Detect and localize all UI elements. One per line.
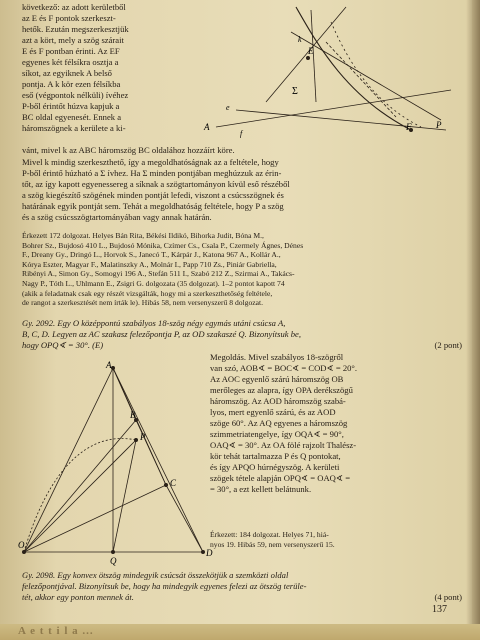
- text-line: határának egyik pontját sem. Tehát a megoldhatóság feltétele, hogy P a szög: [22, 201, 284, 211]
- label-A: A: [106, 360, 112, 370]
- side-AD: [113, 368, 203, 552]
- figure-18gon: [18, 360, 218, 570]
- points-2098: (4 pont): [434, 592, 462, 602]
- intro-column: [22, 2, 200, 134]
- text-line: P-ből érintőt húzva kapjuk a: [22, 101, 120, 111]
- label-B: B: [130, 410, 136, 420]
- label-A: A: [204, 122, 210, 132]
- text-line: Az AOC egyenlő szárú háromszög OB: [210, 374, 344, 384]
- text-line: OAQ∢ = 30°. Az OA fölé rajzolt Thalész-: [210, 440, 357, 450]
- text-line: merőleges az alapra, így OPA derékszögű: [210, 385, 353, 395]
- label-f: f: [240, 129, 243, 138]
- text-line: Bohrer Sz., Bujdosó 410 L., Bujdosó Mónika, Czímer Cs., Csala P., Czermely Ágnes, Dénes: [22, 240, 304, 250]
- seg-OB: [24, 420, 136, 552]
- bottom-strip-text: A e t t i l a ...: [18, 625, 94, 637]
- side-CD: [166, 485, 203, 552]
- text-line: a szög kiegészítő szögének minden pontját lefedi, viszont a csúcsszögnek és: [22, 190, 284, 200]
- text-line: és a szög csúcsszögtartományában vagy annak határán.: [22, 212, 212, 222]
- side-AO: [24, 368, 113, 552]
- angle-arm-lower: [216, 90, 451, 127]
- dashed-arc: [331, 22, 421, 127]
- text-line: Gy. 2098. Egy konvex ötszög mindegyik csúcsát összekötjük a szemközti oldal: [22, 570, 289, 580]
- text-line: felezőpontjával. Bizonyítsuk be, hogy ha mindegyik egyenes felezi az ötszög terüle-: [22, 581, 307, 591]
- points-2092: (2 pont): [434, 340, 462, 350]
- contributors-list: [22, 231, 462, 308]
- text-line: azt a kört, mely a szög szárait: [22, 35, 124, 45]
- text-line: hetők. Ezután megszerkesztjük: [22, 24, 129, 34]
- text-line: = 30°, a ezt kellett belátnunk.: [210, 484, 312, 494]
- angle-arm-upper: [266, 7, 346, 102]
- label-O: O: [18, 540, 25, 550]
- label-k: k: [298, 35, 302, 44]
- label-sigma: Σ: [292, 86, 298, 97]
- text-line: P-ből érintő húzható a Σ ívhez. Ha Σ minden pontjában meghúzzuk az érin-: [22, 168, 282, 178]
- vertical-line: [311, 10, 316, 102]
- text-line: kör tehát tartalmazza P és Q pontokat,: [210, 451, 341, 461]
- paragraph-condition: [22, 157, 462, 223]
- text-line: síkot, az egyiknek A belső: [22, 68, 112, 78]
- label-C: C: [170, 478, 177, 488]
- tangent-line: [236, 110, 446, 130]
- text-line: háromszögnek a kerülete a ki-: [22, 123, 126, 133]
- seg-OP: [24, 440, 136, 552]
- text-line: B, C, D. Legyen az AC szakasz felezőpontja P, az OD szakaszé Q. Bizonyítsuk be,: [22, 329, 301, 339]
- text-line: Gy. 2092. Egy O középpontú szabályos 18-szög négy egymás utáni csúcsa A,: [22, 318, 286, 328]
- text-line: (akik a feladatnak csak egy részét vizsgálták, hogy mi a szerkeszthetőség feltétele,: [22, 288, 273, 298]
- text-line: eső (végpontok nélküli) ívéhez: [22, 90, 129, 100]
- seg-OC: [24, 485, 166, 552]
- text-line: egyenes két félsíkra osztja a: [22, 57, 119, 67]
- text-line: Kórya Eszter, Magyar F., Malatinszky A., Molnár I., Papp 710 Zs., Piniár Gabriella,: [22, 259, 277, 269]
- text-line: van szó, AOB∢ = BOC∢ = COD∢ = 20°.: [210, 363, 358, 373]
- text-line: pontja. A k kör ezen félsíkba: [22, 79, 121, 89]
- text-line: lyos, mert egyenlő szárú, és az AOD: [210, 407, 336, 417]
- text-line: BC oldal egyenesét. Ennek a: [22, 112, 122, 122]
- text-line: F., Dreany Gy., Dringó L., Horvok S., Janecó T., Kárpár J., Katona 967 A., Kollár A.,: [22, 250, 281, 260]
- label-P: P: [140, 432, 146, 442]
- text-line: és így APQO húrnégyszög. A kerületi: [210, 462, 340, 472]
- text-line: tét, akkor egy ponton mennek át.: [22, 592, 134, 602]
- text-line: tőt, az így kapott egyenessereg a síknak a szögtartományon kívül eső részéből: [22, 179, 290, 189]
- text-line: háromszög. Az AOD háromszög szabá-: [210, 396, 346, 406]
- received-2092: [210, 530, 462, 549]
- text-line: Mivel k mindig szerkeszthető, így a megoldhatóságnak az a feltétele, hogy: [22, 157, 279, 167]
- text-line: Érkezett 172 dolgozat. Helyes Bán Rita, Békési Ildikó, Bihorka Judit, Bóna M.,: [22, 231, 264, 240]
- seg-PQ: [113, 440, 136, 552]
- text-line: hogy OPQ∢ = 30°. (E): [22, 340, 104, 350]
- text-line: szögek tétele alapján OPQ∢ = OAQ∢ =: [210, 473, 351, 483]
- label-Q: Q: [110, 556, 117, 566]
- label-e: e: [226, 103, 230, 112]
- dashed-line: [326, 42, 396, 117]
- text-line: következő: az adott kerületből: [22, 2, 126, 12]
- solution-2092: [210, 352, 462, 495]
- text-line: az E és F pontok szerkeszt-: [22, 13, 116, 23]
- text-line: Érkezett: 184 dolgozat. Helyes 71, hiá-: [210, 530, 329, 539]
- text-line: Megoldás. Mivel szabályos 18-szögről: [210, 352, 344, 362]
- label-F: F: [406, 122, 412, 132]
- text-line: E és F pontban érinti. Az EF: [22, 46, 120, 56]
- text-line: nyos 19. Hibás 59, nem versenyszerű 15.: [210, 539, 335, 549]
- text-line: szimmetriatengelye, így OQA∢ = 90°,: [210, 429, 344, 439]
- page-curl-shadow: [466, 0, 480, 640]
- figure-tangent-circle: [196, 2, 466, 142]
- page-number: 137: [432, 604, 447, 615]
- label-D: D: [206, 548, 213, 558]
- text-line: de rangot a szerkesztését nem írták le). Hibás 58, nem versenyszerű 8 dolgozat.: [22, 298, 264, 308]
- label-P: P: [436, 120, 442, 130]
- diag-line: [291, 32, 441, 120]
- text-line: vánt, mivel k az ABC háromszög BC oldalához hozzáírt köre.: [22, 145, 235, 155]
- text-line: szöge 60°. Az AQ egyenes a háromszög: [210, 418, 348, 428]
- label-E: E: [308, 46, 314, 56]
- text-line: Ribényi A., Simon Gy., Somogyi 196 A., Stefán 511 I., Szabó 212 Z., Szirmai A., Takács-: [22, 269, 295, 279]
- text-line: Nagy P., Tóth L., Uhlmann E., Zsigri G. dolgozata (35 dolgozat). 1–2 pontot kapott 74: [22, 278, 285, 288]
- seg-AC: [113, 368, 166, 485]
